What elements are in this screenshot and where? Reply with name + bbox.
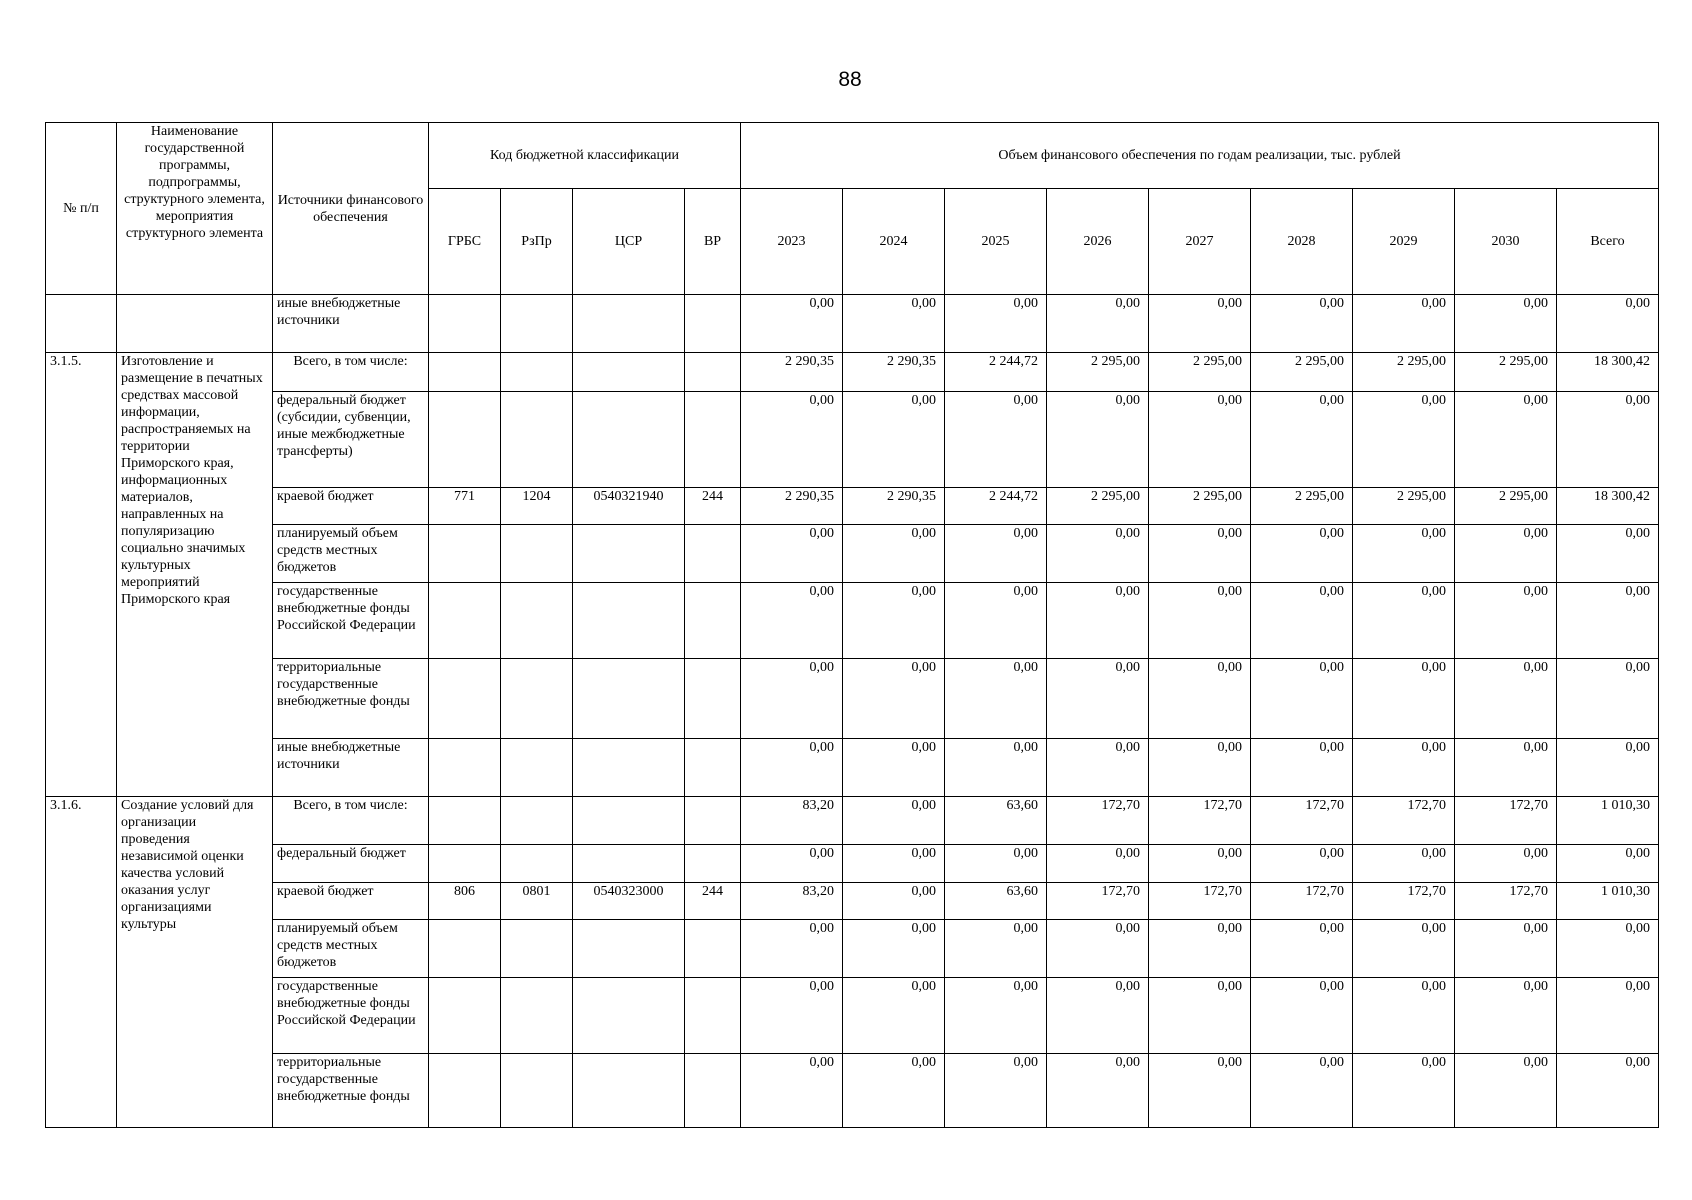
value-cell: 63,60 bbox=[945, 797, 1047, 845]
vr-cell bbox=[685, 920, 741, 978]
total-value-cell: 0,00 bbox=[1557, 978, 1659, 1054]
value-cell: 0,00 bbox=[1251, 392, 1353, 488]
header-csr: ЦСР bbox=[573, 189, 685, 295]
rzpr-cell bbox=[501, 1054, 573, 1128]
value-cell: 0,00 bbox=[843, 392, 945, 488]
value-cell: 0,00 bbox=[1353, 845, 1455, 883]
vr-cell bbox=[685, 525, 741, 583]
value-cell: 172,70 bbox=[1047, 797, 1149, 845]
header-budget-code: Код бюджетной классификации bbox=[429, 123, 741, 189]
header-rzpr: РзПр bbox=[501, 189, 573, 295]
value-cell: 0,00 bbox=[741, 978, 843, 1054]
value-cell: 0,00 bbox=[1149, 978, 1251, 1054]
header-year: 2029 bbox=[1353, 189, 1455, 295]
value-cell: 0,00 bbox=[945, 845, 1047, 883]
table-row bbox=[46, 797, 1659, 845]
value-cell: 0,00 bbox=[1047, 845, 1149, 883]
rzpr-cell bbox=[501, 353, 573, 392]
vr-cell bbox=[685, 978, 741, 1054]
value-cell: 0,00 bbox=[1455, 1054, 1557, 1128]
value-cell: 0,00 bbox=[945, 659, 1047, 739]
rzpr-cell bbox=[501, 392, 573, 488]
header-vr: ВР bbox=[685, 189, 741, 295]
total-value-cell: 0,00 bbox=[1557, 583, 1659, 659]
value-cell: 0,00 bbox=[945, 392, 1047, 488]
value-cell: 0,00 bbox=[1149, 920, 1251, 978]
value-cell: 0,00 bbox=[1353, 392, 1455, 488]
value-cell: 0,00 bbox=[843, 583, 945, 659]
value-cell: 2 290,35 bbox=[843, 488, 945, 525]
total-value-cell: 0,00 bbox=[1557, 739, 1659, 797]
vr-cell bbox=[685, 392, 741, 488]
total-value-cell: 1 010,30 bbox=[1557, 883, 1659, 920]
item-number: 3.1.6. bbox=[46, 797, 117, 1128]
grbs-cell: 771 bbox=[429, 488, 501, 525]
csr-cell bbox=[573, 659, 685, 739]
value-cell: 2 295,00 bbox=[1149, 353, 1251, 392]
value-cell: 172,70 bbox=[1251, 883, 1353, 920]
source-cell: планируемый объем средств местных бюджетов bbox=[273, 920, 429, 978]
rzpr-cell bbox=[501, 659, 573, 739]
source-cell: территориальные государственные внебюджетные фонды bbox=[273, 659, 429, 739]
rzpr-cell: 0801 bbox=[501, 883, 573, 920]
value-cell: 2 295,00 bbox=[1047, 353, 1149, 392]
grbs-cell bbox=[429, 392, 501, 488]
value-cell: 2 295,00 bbox=[1251, 353, 1353, 392]
rzpr-cell bbox=[501, 583, 573, 659]
value-cell: 0,00 bbox=[843, 1054, 945, 1128]
header-year: 2030 bbox=[1455, 189, 1557, 295]
csr-cell: 0540321940 bbox=[573, 488, 685, 525]
value-cell: 172,70 bbox=[1149, 883, 1251, 920]
header-year: 2028 bbox=[1251, 189, 1353, 295]
value-cell: 2 290,35 bbox=[843, 353, 945, 392]
value-cell: 172,70 bbox=[1353, 883, 1455, 920]
vr-cell bbox=[685, 659, 741, 739]
value-cell: 0,00 bbox=[741, 1054, 843, 1128]
value-cell: 0,00 bbox=[945, 1054, 1047, 1128]
value-cell: 2 295,00 bbox=[1047, 488, 1149, 525]
grbs-cell bbox=[429, 845, 501, 883]
value-cell: 0,00 bbox=[945, 525, 1047, 583]
value-cell: 0,00 bbox=[1047, 920, 1149, 978]
value-cell: 0,00 bbox=[1149, 295, 1251, 353]
value-cell: 0,00 bbox=[843, 739, 945, 797]
source-cell: государственные внебюджетные фонды Российской Федерации bbox=[273, 583, 429, 659]
value-cell: 0,00 bbox=[741, 920, 843, 978]
source-cell: государственные внебюджетные фонды Российской Федерации bbox=[273, 978, 429, 1054]
value-cell: 0,00 bbox=[1047, 583, 1149, 659]
header-year: 2026 bbox=[1047, 189, 1149, 295]
value-cell: 0,00 bbox=[945, 295, 1047, 353]
vr-cell bbox=[685, 353, 741, 392]
value-cell: 0,00 bbox=[1353, 739, 1455, 797]
source-cell: федеральный бюджет bbox=[273, 845, 429, 883]
rzpr-cell bbox=[501, 920, 573, 978]
value-cell: 0,00 bbox=[1353, 978, 1455, 1054]
value-cell: 0,00 bbox=[1251, 1054, 1353, 1128]
budget-table bbox=[45, 122, 1659, 1128]
value-cell: 63,60 bbox=[945, 883, 1047, 920]
csr-cell bbox=[573, 353, 685, 392]
grbs-cell bbox=[429, 797, 501, 845]
table-row bbox=[46, 659, 1659, 739]
value-cell: 0,00 bbox=[1455, 739, 1557, 797]
value-cell: 0,00 bbox=[1149, 659, 1251, 739]
value-cell: 0,00 bbox=[1149, 845, 1251, 883]
csr-cell bbox=[573, 583, 685, 659]
value-cell: 0,00 bbox=[1251, 978, 1353, 1054]
table-row bbox=[46, 583, 1659, 659]
value-cell: 172,70 bbox=[1455, 883, 1557, 920]
header-total: Всего bbox=[1557, 189, 1659, 295]
source-cell: краевой бюджет bbox=[273, 883, 429, 920]
rzpr-cell bbox=[501, 845, 573, 883]
total-value-cell: 0,00 bbox=[1557, 920, 1659, 978]
value-cell: 2 295,00 bbox=[1353, 353, 1455, 392]
grbs-cell bbox=[429, 353, 501, 392]
csr-cell bbox=[573, 845, 685, 883]
rzpr-cell bbox=[501, 978, 573, 1054]
total-label: Всего, в том числе: bbox=[273, 797, 429, 845]
total-value-cell: 0,00 bbox=[1557, 392, 1659, 488]
value-cell: 0,00 bbox=[1149, 525, 1251, 583]
value-cell: 2 295,00 bbox=[1353, 488, 1455, 525]
table-row bbox=[46, 978, 1659, 1054]
header-num: № п/п bbox=[46, 123, 117, 295]
value-cell: 0,00 bbox=[945, 739, 1047, 797]
header-source: Источники финансового обеспечения bbox=[273, 123, 429, 295]
value-cell: 0,00 bbox=[1251, 295, 1353, 353]
vr-cell bbox=[685, 797, 741, 845]
source-cell: планируемый объем средств местных бюджетов bbox=[273, 525, 429, 583]
grbs-cell bbox=[429, 920, 501, 978]
value-cell: 0,00 bbox=[1047, 392, 1149, 488]
item-name: Изготовление и размещение в печатных средствах массовой информации, распространяемых на территории Приморского края, информационных материалов, направленных на популяризацию социально значимых культурных мероприятий Приморского края bbox=[117, 353, 273, 797]
value-cell: 0,00 bbox=[1455, 659, 1557, 739]
value-cell: 0,00 bbox=[843, 525, 945, 583]
total-value-cell: 18 300,42 bbox=[1557, 353, 1659, 392]
value-cell: 0,00 bbox=[741, 845, 843, 883]
grbs-cell bbox=[429, 659, 501, 739]
grbs-cell bbox=[429, 739, 501, 797]
value-cell: 0,00 bbox=[945, 583, 1047, 659]
total-value-cell: 1 010,30 bbox=[1557, 797, 1659, 845]
header-year: 2025 bbox=[945, 189, 1047, 295]
csr-cell bbox=[573, 739, 685, 797]
value-cell: 0,00 bbox=[843, 978, 945, 1054]
header-grbs: ГРБС bbox=[429, 189, 501, 295]
value-cell: 2 290,35 bbox=[741, 488, 843, 525]
value-cell: 0,00 bbox=[741, 659, 843, 739]
table-row bbox=[46, 920, 1659, 978]
value-cell: 172,70 bbox=[1353, 797, 1455, 845]
value-cell: 0,00 bbox=[843, 883, 945, 920]
value-cell: 0,00 bbox=[741, 739, 843, 797]
vr-cell: 244 bbox=[685, 488, 741, 525]
value-cell: 0,00 bbox=[843, 659, 945, 739]
rzpr-cell bbox=[501, 739, 573, 797]
value-cell: 0,00 bbox=[1251, 525, 1353, 583]
value-cell: 2 290,35 bbox=[741, 353, 843, 392]
value-cell: 0,00 bbox=[1353, 659, 1455, 739]
source-cell: территориальные государственные внебюджетные фонды bbox=[273, 1054, 429, 1128]
value-cell: 0,00 bbox=[1455, 978, 1557, 1054]
item-name: Создание условий для организации проведения независимой оценки качества условий оказания услуг организациями культуры bbox=[117, 797, 273, 1128]
value-cell: 0,00 bbox=[1149, 1054, 1251, 1128]
total-value-cell: 0,00 bbox=[1557, 525, 1659, 583]
value-cell: 172,70 bbox=[1455, 797, 1557, 845]
page-number: 88 bbox=[838, 68, 862, 91]
grbs-cell bbox=[429, 525, 501, 583]
value-cell: 0,00 bbox=[1047, 525, 1149, 583]
table-row bbox=[46, 739, 1659, 797]
value-cell: 0,00 bbox=[843, 797, 945, 845]
table-row bbox=[46, 1054, 1659, 1128]
csr-cell bbox=[573, 525, 685, 583]
table-row bbox=[46, 295, 1659, 353]
value-cell: 0,00 bbox=[1353, 1054, 1455, 1128]
source-cell: краевой бюджет bbox=[273, 488, 429, 525]
table-row bbox=[46, 353, 1659, 392]
header-volume: Объем финансового обеспечения по годам реализации, тыс. рублей bbox=[741, 123, 1659, 189]
value-cell: 0,00 bbox=[1455, 392, 1557, 488]
value-cell: 0,00 bbox=[1047, 1054, 1149, 1128]
header-year: 2027 bbox=[1149, 189, 1251, 295]
table-row bbox=[46, 488, 1659, 525]
total-value-cell: 0,00 bbox=[1557, 1054, 1659, 1128]
total-value-cell: 18 300,42 bbox=[1557, 488, 1659, 525]
header-name: Наименование государственной программы, подпрограммы, структурного элемента, мероприятия структурного элемента bbox=[117, 123, 273, 295]
table-row bbox=[46, 883, 1659, 920]
value-cell: 2 244,72 bbox=[945, 353, 1047, 392]
value-cell: 0,00 bbox=[1251, 659, 1353, 739]
value-cell: 0,00 bbox=[1047, 739, 1149, 797]
value-cell: 83,20 bbox=[741, 883, 843, 920]
rzpr-cell bbox=[501, 797, 573, 845]
source-cell: иные внебюджетные источники bbox=[273, 739, 429, 797]
grbs-cell bbox=[429, 1054, 501, 1128]
grbs-cell bbox=[429, 978, 501, 1054]
value-cell: 0,00 bbox=[1251, 920, 1353, 978]
total-label: Всего, в том числе: bbox=[273, 353, 429, 392]
value-cell: 0,00 bbox=[1353, 295, 1455, 353]
value-cell: 2 295,00 bbox=[1251, 488, 1353, 525]
value-cell: 172,70 bbox=[1149, 797, 1251, 845]
value-cell: 0,00 bbox=[741, 583, 843, 659]
value-cell: 0,00 bbox=[1455, 295, 1557, 353]
value-cell: 2 244,72 bbox=[945, 488, 1047, 525]
value-cell: 0,00 bbox=[1251, 845, 1353, 883]
value-cell: 0,00 bbox=[1353, 525, 1455, 583]
value-cell: 2 295,00 bbox=[1455, 353, 1557, 392]
value-cell: 0,00 bbox=[741, 392, 843, 488]
value-cell: 172,70 bbox=[1251, 797, 1353, 845]
csr-cell bbox=[573, 797, 685, 845]
value-cell: 0,00 bbox=[1251, 739, 1353, 797]
value-cell: 83,20 bbox=[741, 797, 843, 845]
vr-cell bbox=[685, 1054, 741, 1128]
rzpr-cell: 1204 bbox=[501, 488, 573, 525]
table-body bbox=[46, 295, 1659, 1128]
grbs-cell: 806 bbox=[429, 883, 501, 920]
value-cell: 0,00 bbox=[741, 525, 843, 583]
value-cell: 0,00 bbox=[945, 978, 1047, 1054]
value-cell: 2 295,00 bbox=[1455, 488, 1557, 525]
value-cell: 0,00 bbox=[1149, 583, 1251, 659]
value-cell: 2 295,00 bbox=[1149, 488, 1251, 525]
csr-cell bbox=[573, 392, 685, 488]
item-number: 3.1.5. bbox=[46, 353, 117, 797]
value-cell: 0,00 bbox=[1353, 920, 1455, 978]
value-cell: 0,00 bbox=[1455, 583, 1557, 659]
csr-cell bbox=[573, 920, 685, 978]
csr-cell bbox=[573, 978, 685, 1054]
total-value-cell: 0,00 bbox=[1557, 659, 1659, 739]
value-cell: 0,00 bbox=[1251, 583, 1353, 659]
value-cell: 0,00 bbox=[1353, 583, 1455, 659]
source-cell: федеральный бюджет (субсидии, субвенции, иные межбюджетные трансферты) bbox=[273, 392, 429, 488]
value-cell: 0,00 bbox=[1455, 845, 1557, 883]
vr-cell: 244 bbox=[685, 883, 741, 920]
csr-cell bbox=[573, 1054, 685, 1128]
value-cell: 0,00 bbox=[1047, 659, 1149, 739]
csr-cell: 0540323000 bbox=[573, 883, 685, 920]
table-row bbox=[46, 392, 1659, 488]
table-row bbox=[46, 845, 1659, 883]
value-cell: 0,00 bbox=[1149, 392, 1251, 488]
value-cell: 0,00 bbox=[1047, 978, 1149, 1054]
value-cell: 0,00 bbox=[1557, 295, 1659, 353]
grbs-cell bbox=[429, 583, 501, 659]
value-cell: 172,70 bbox=[1047, 883, 1149, 920]
rzpr-cell bbox=[501, 525, 573, 583]
value-cell: 0,00 bbox=[1149, 739, 1251, 797]
header-year: 2024 bbox=[843, 189, 945, 295]
value-cell: 0,00 bbox=[1455, 920, 1557, 978]
vr-cell bbox=[685, 583, 741, 659]
vr-cell bbox=[685, 739, 741, 797]
header-year: 2023 bbox=[741, 189, 843, 295]
total-value-cell: 0,00 bbox=[1557, 845, 1659, 883]
source-cell: иные внебюджетные источники bbox=[273, 295, 429, 353]
value-cell: 0,00 bbox=[1047, 295, 1149, 353]
value-cell: 0,00 bbox=[843, 845, 945, 883]
value-cell: 0,00 bbox=[843, 295, 945, 353]
value-cell: 0,00 bbox=[945, 920, 1047, 978]
value-cell: 0,00 bbox=[741, 295, 843, 353]
value-cell: 0,00 bbox=[1455, 525, 1557, 583]
value-cell: 0,00 bbox=[843, 920, 945, 978]
table-row bbox=[46, 525, 1659, 583]
vr-cell bbox=[685, 845, 741, 883]
